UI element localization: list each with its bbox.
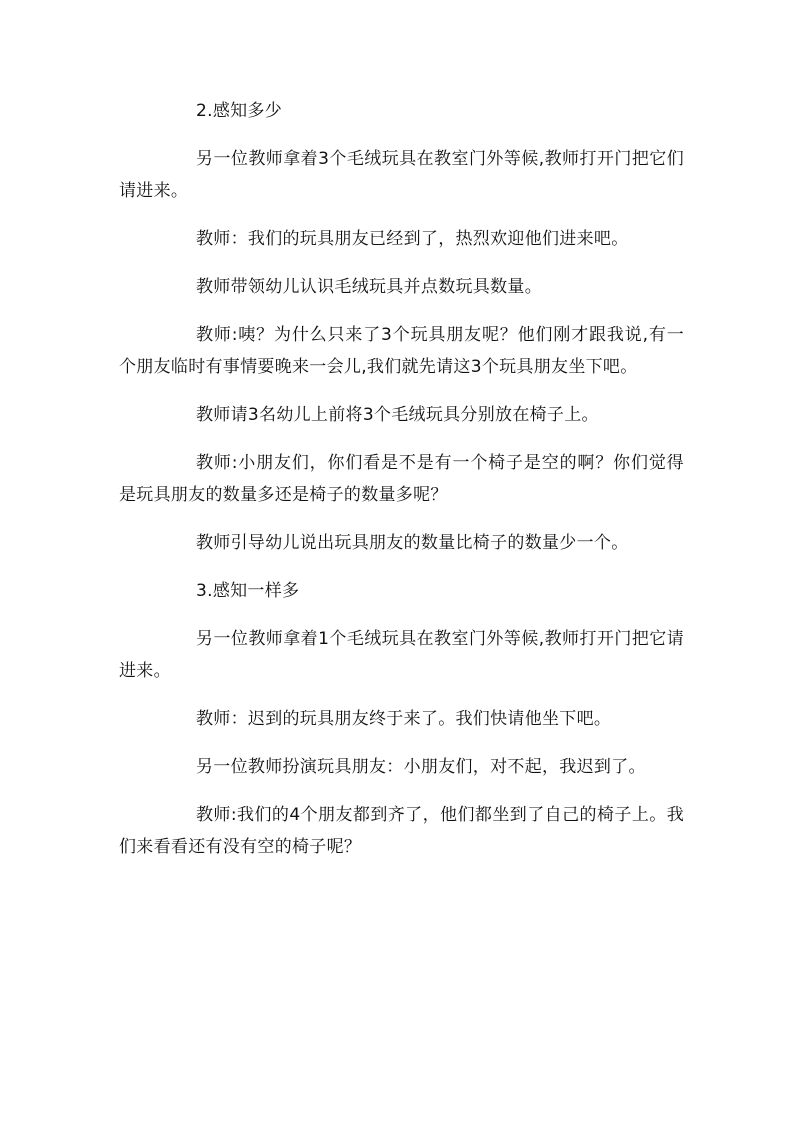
paragraph: 教师引导幼儿说出玩具朋友的数量比椅子的数量少一个。 — [196, 533, 629, 553]
paragraph: 教师：迟到的玩具朋友终于来了。我们快请他坐下吧。 — [196, 709, 612, 729]
document-body — [119, 95, 684, 879]
paragraph: 另一位教师拿着1个毛绒玩具在教室门外等候,教师打开门把它请进来。 — [119, 629, 684, 681]
paragraph: 另一位教师拿着3个毛绒玩具在教室门外等候,教师打开门把它们请进来。 — [119, 149, 684, 201]
paragraph: 教师:咦？为什么只来了3个玩具朋友呢？他们刚才跟我说,有一个朋友临时有事情要晚来一会儿,我们就先请这3个玩具朋友坐下吧。 — [119, 325, 684, 377]
section-heading-3: 3.感知一样多 — [196, 581, 300, 601]
paragraph: 教师请3名幼儿上前将3个毛绒玩具分别放在椅子上。 — [196, 405, 599, 425]
paragraph: 教师带领幼儿认识毛绒玩具并点数玩具数量。 — [196, 277, 542, 297]
paragraph: 教师:我们的4个朋友都到齐了，他们都坐到了自己的椅子上。我们来看看还有没有空的椅子呢？ — [119, 805, 684, 857]
paragraph: 另一位教师扮演玩具朋友：小朋友们，对不起，我迟到了。 — [196, 757, 646, 777]
paragraph: 教师:小朋友们，你们看是不是有一个椅子是空的啊？你们觉得是玩具朋友的数量多还是椅子的数量多呢？ — [119, 453, 684, 505]
paragraph: 教师：我们的玩具朋友已经到了，热烈欢迎他们进来吧。 — [196, 229, 629, 249]
section-heading-2: 2.感知多少 — [196, 101, 283, 121]
